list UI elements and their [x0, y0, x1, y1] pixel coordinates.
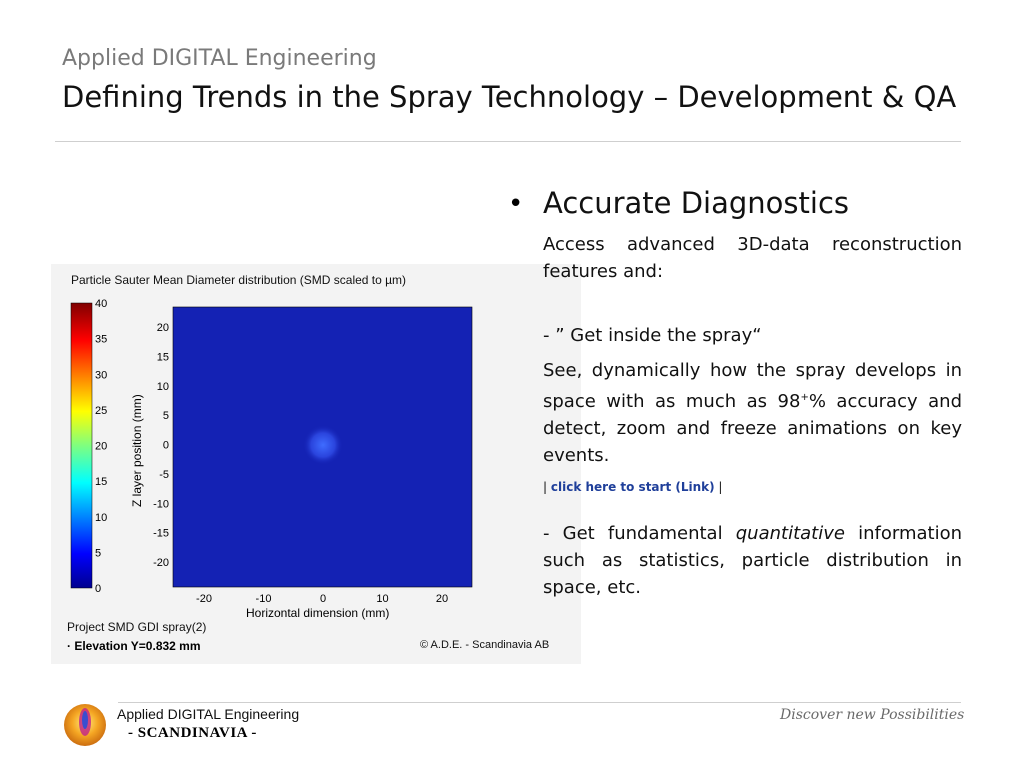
y-tick-label: -20	[153, 557, 169, 569]
colorbar-tick-label: 30	[95, 369, 108, 382]
y-ticks	[153, 322, 169, 569]
y-tick-label: -15	[153, 527, 169, 540]
bullet-heading: Accurate Diagnostics	[543, 186, 850, 220]
figure-copyright: © A.D.E. - Scandinavia AB	[420, 639, 550, 651]
x-tick-label: -20	[196, 593, 212, 605]
figure-project: Project SMD GDI spray(2)	[67, 620, 207, 634]
y-axis-label: Z layer position (mm)	[130, 394, 144, 507]
x-tick-label: 10	[376, 593, 389, 605]
para3-sup: +	[800, 392, 809, 403]
figure-caption: Particle Sauter Mean Diameter distribution (SMD scaled to µm)	[71, 273, 407, 287]
paragraph-quantitative	[543, 520, 962, 601]
y-tick-label: 5	[162, 410, 169, 423]
page-title: Defining Trends in the Spray Technology – Development & QA	[62, 80, 957, 114]
colorbar-tick-label: 35	[95, 333, 108, 346]
logo-text-line1: Applied DIGITAL Engineering	[117, 706, 300, 722]
para3-text-b: % accuracy and detect, zoom and freeze animations on key events.	[543, 391, 962, 466]
company-logo	[62, 700, 108, 748]
colorbar	[71, 303, 92, 588]
bullet-dot: •	[508, 189, 524, 219]
header-subtitle: Applied DIGITAL Engineering	[62, 46, 377, 71]
y-tick-label: 20	[156, 322, 169, 334]
colorbar-tick-label: 20	[95, 440, 108, 453]
paragraph-access: Access advanced 3D-data reconstruction features and:	[543, 234, 962, 282]
colorbar-tick-label: 10	[95, 511, 108, 524]
colorbar-ticks	[95, 298, 107, 595]
link-close: |	[714, 480, 723, 494]
smd-plot	[51, 264, 581, 664]
x-tick-label: 0	[319, 593, 327, 605]
figure-elevation: · Elevation Y=0.832 mm	[67, 639, 201, 653]
para4-text-b: information such as statistics, particle distribution in space, etc.	[543, 523, 962, 598]
para4-text-a: - Get fundamental	[543, 523, 736, 544]
para4-emphasis: quantitative	[735, 523, 845, 544]
x-tick-label: -10	[255, 593, 272, 605]
smd-figure	[51, 264, 581, 664]
paragraph-get-inside: - ” Get inside the spray“	[543, 325, 762, 346]
y-tick-label: 15	[156, 351, 169, 364]
y-tick-label: 0	[162, 439, 169, 452]
colorbar-tick-label: 15	[95, 476, 108, 489]
y-tick-label: -5	[159, 468, 169, 481]
start-link[interactable]: click here to start (Link)	[550, 480, 715, 494]
x-ticks	[196, 593, 448, 605]
header-divider	[55, 141, 961, 142]
x-axis-label: Horizontal dimension (mm)	[246, 606, 390, 620]
x-tick-label: 20	[435, 593, 449, 605]
spray-spot	[303, 425, 343, 465]
link-line	[543, 480, 722, 494]
paragraph-see-dynamically	[543, 357, 962, 469]
para3-text-a: See, dynamically how the spray develops in space with as much as 98	[543, 360, 962, 412]
colorbar-tick-label: 25	[95, 404, 108, 417]
colorbar-tick-label: 0	[95, 583, 102, 595]
footer-divider	[118, 702, 961, 703]
link-open: |	[543, 480, 551, 494]
y-tick-label: -10	[153, 498, 169, 511]
y-tick-label: 10	[156, 380, 169, 393]
colorbar-tick-label: 40	[95, 298, 108, 310]
colorbar-tick-label: 5	[95, 547, 102, 560]
logo-text-line2: - SCANDINAVIA -	[128, 725, 257, 741]
footer-tagline: Discover new Possibilities	[780, 707, 965, 723]
